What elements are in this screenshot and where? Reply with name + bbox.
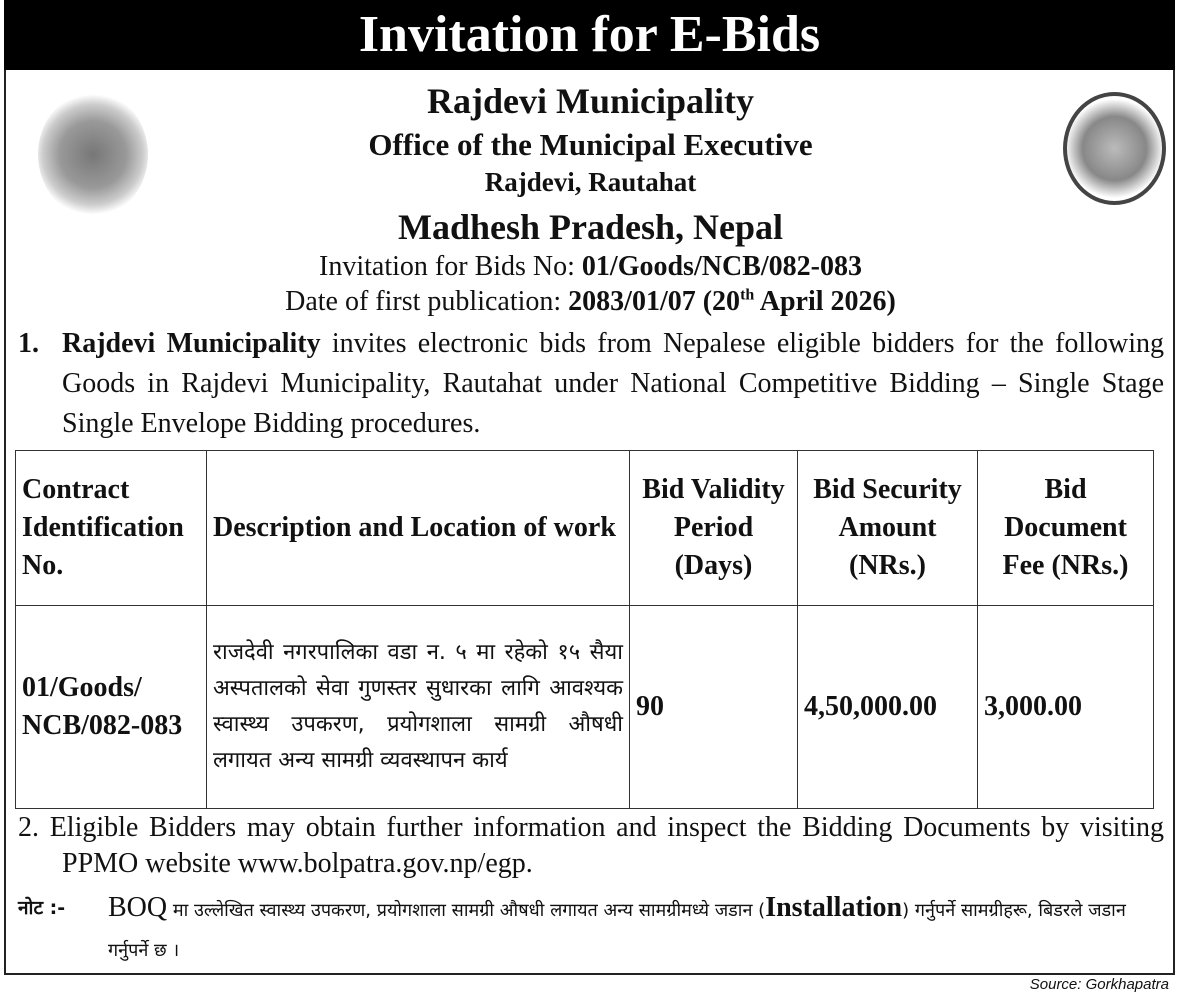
note-installation: Installation — [765, 892, 903, 923]
bids-table — [15, 450, 1154, 809]
cell-security: 4,50,000.00 — [798, 606, 978, 809]
notice-title: Invitation for E-Bids — [4, 0, 1175, 70]
note-boq: BOQ — [108, 892, 168, 923]
note-text-2: ) गर्नुपर्ने सामग्रीहरू, बिडरले जडान गर्नुपर्ने छ । — [108, 900, 1126, 961]
cell-validity: 90 — [630, 606, 798, 809]
date-end: April 2026) — [754, 286, 896, 317]
ifb-line — [0, 251, 1181, 283]
province: Madhesh Pradesh, Nepal — [397, 207, 784, 247]
col-description: Description and Location of work — [207, 451, 630, 606]
col-fee: Bid Document Fee (NRs.) — [978, 451, 1154, 606]
date-label: Date of first publication: — [285, 286, 569, 317]
note-text-1: मा उल्लेखित स्वास्थ्य उपकरण, प्रयोगशाला सामग्री औषधी लगायत अन्य सामग्रीमध्ये जडान ( — [167, 900, 766, 921]
office-name: Office of the Municipal Executive — [368, 127, 813, 162]
para1-num: 1. — [18, 328, 39, 359]
cell-contract-id: 01/Goods/ NCB/082-083 — [16, 606, 207, 809]
paragraph-2: 2. Eligible Bidders may obtain further information and inspect the Bidding Documents by visiting PPMO website www.bolpatra.gov.np/egp. — [18, 812, 1164, 879]
table-row — [16, 606, 1154, 809]
org-name: Rajdevi Municipality — [426, 81, 754, 121]
paragraph-1 — [18, 324, 1164, 444]
col-security: Bid Security Amount (NRs.) — [798, 451, 978, 606]
col-validity: Bid Validity Period (Days) — [630, 451, 798, 606]
note — [18, 888, 1163, 971]
ifb-label: Invitation for Bids No: — [319, 251, 582, 282]
para1-bold: Rajdevi Municipality — [62, 328, 321, 359]
ifb-number: 01/Goods/NCB/082-083 — [581, 251, 862, 282]
address: Rajdevi, Rautahat — [484, 167, 697, 197]
table-header-row — [16, 451, 1154, 606]
source-credit: Source: Gorkhapatra — [1029, 976, 1169, 993]
date-value: 2083/01/07 (20 — [568, 286, 741, 317]
publication-date-line — [0, 286, 1181, 318]
note-label: नोट :- — [18, 897, 66, 919]
cell-fee: 3,000.00 — [978, 606, 1154, 809]
para1-text: invites electronic bids from Nepalese eligible bidders for the following Goods in Rajdevi Municipality, Rautahat under National Competitive Bidding – Single Stage Single Envelope Bidding procedures. — [62, 328, 1164, 439]
cell-description: राजदेवी नगरपालिका वडा न. ५ मा रहेको १५ सैया अस्पतालको सेवा गुणस्तर सुधारका लागि आवश्यक स्वास्थ्य उपकरण, प्रयोगशाला सामग्री औषधी लगायत अन्य सामग्री व्यवस्थापन कार्य — [207, 606, 630, 809]
date-sup: th — [740, 286, 755, 304]
col-contract-id: Contract Identification No. — [16, 451, 207, 606]
